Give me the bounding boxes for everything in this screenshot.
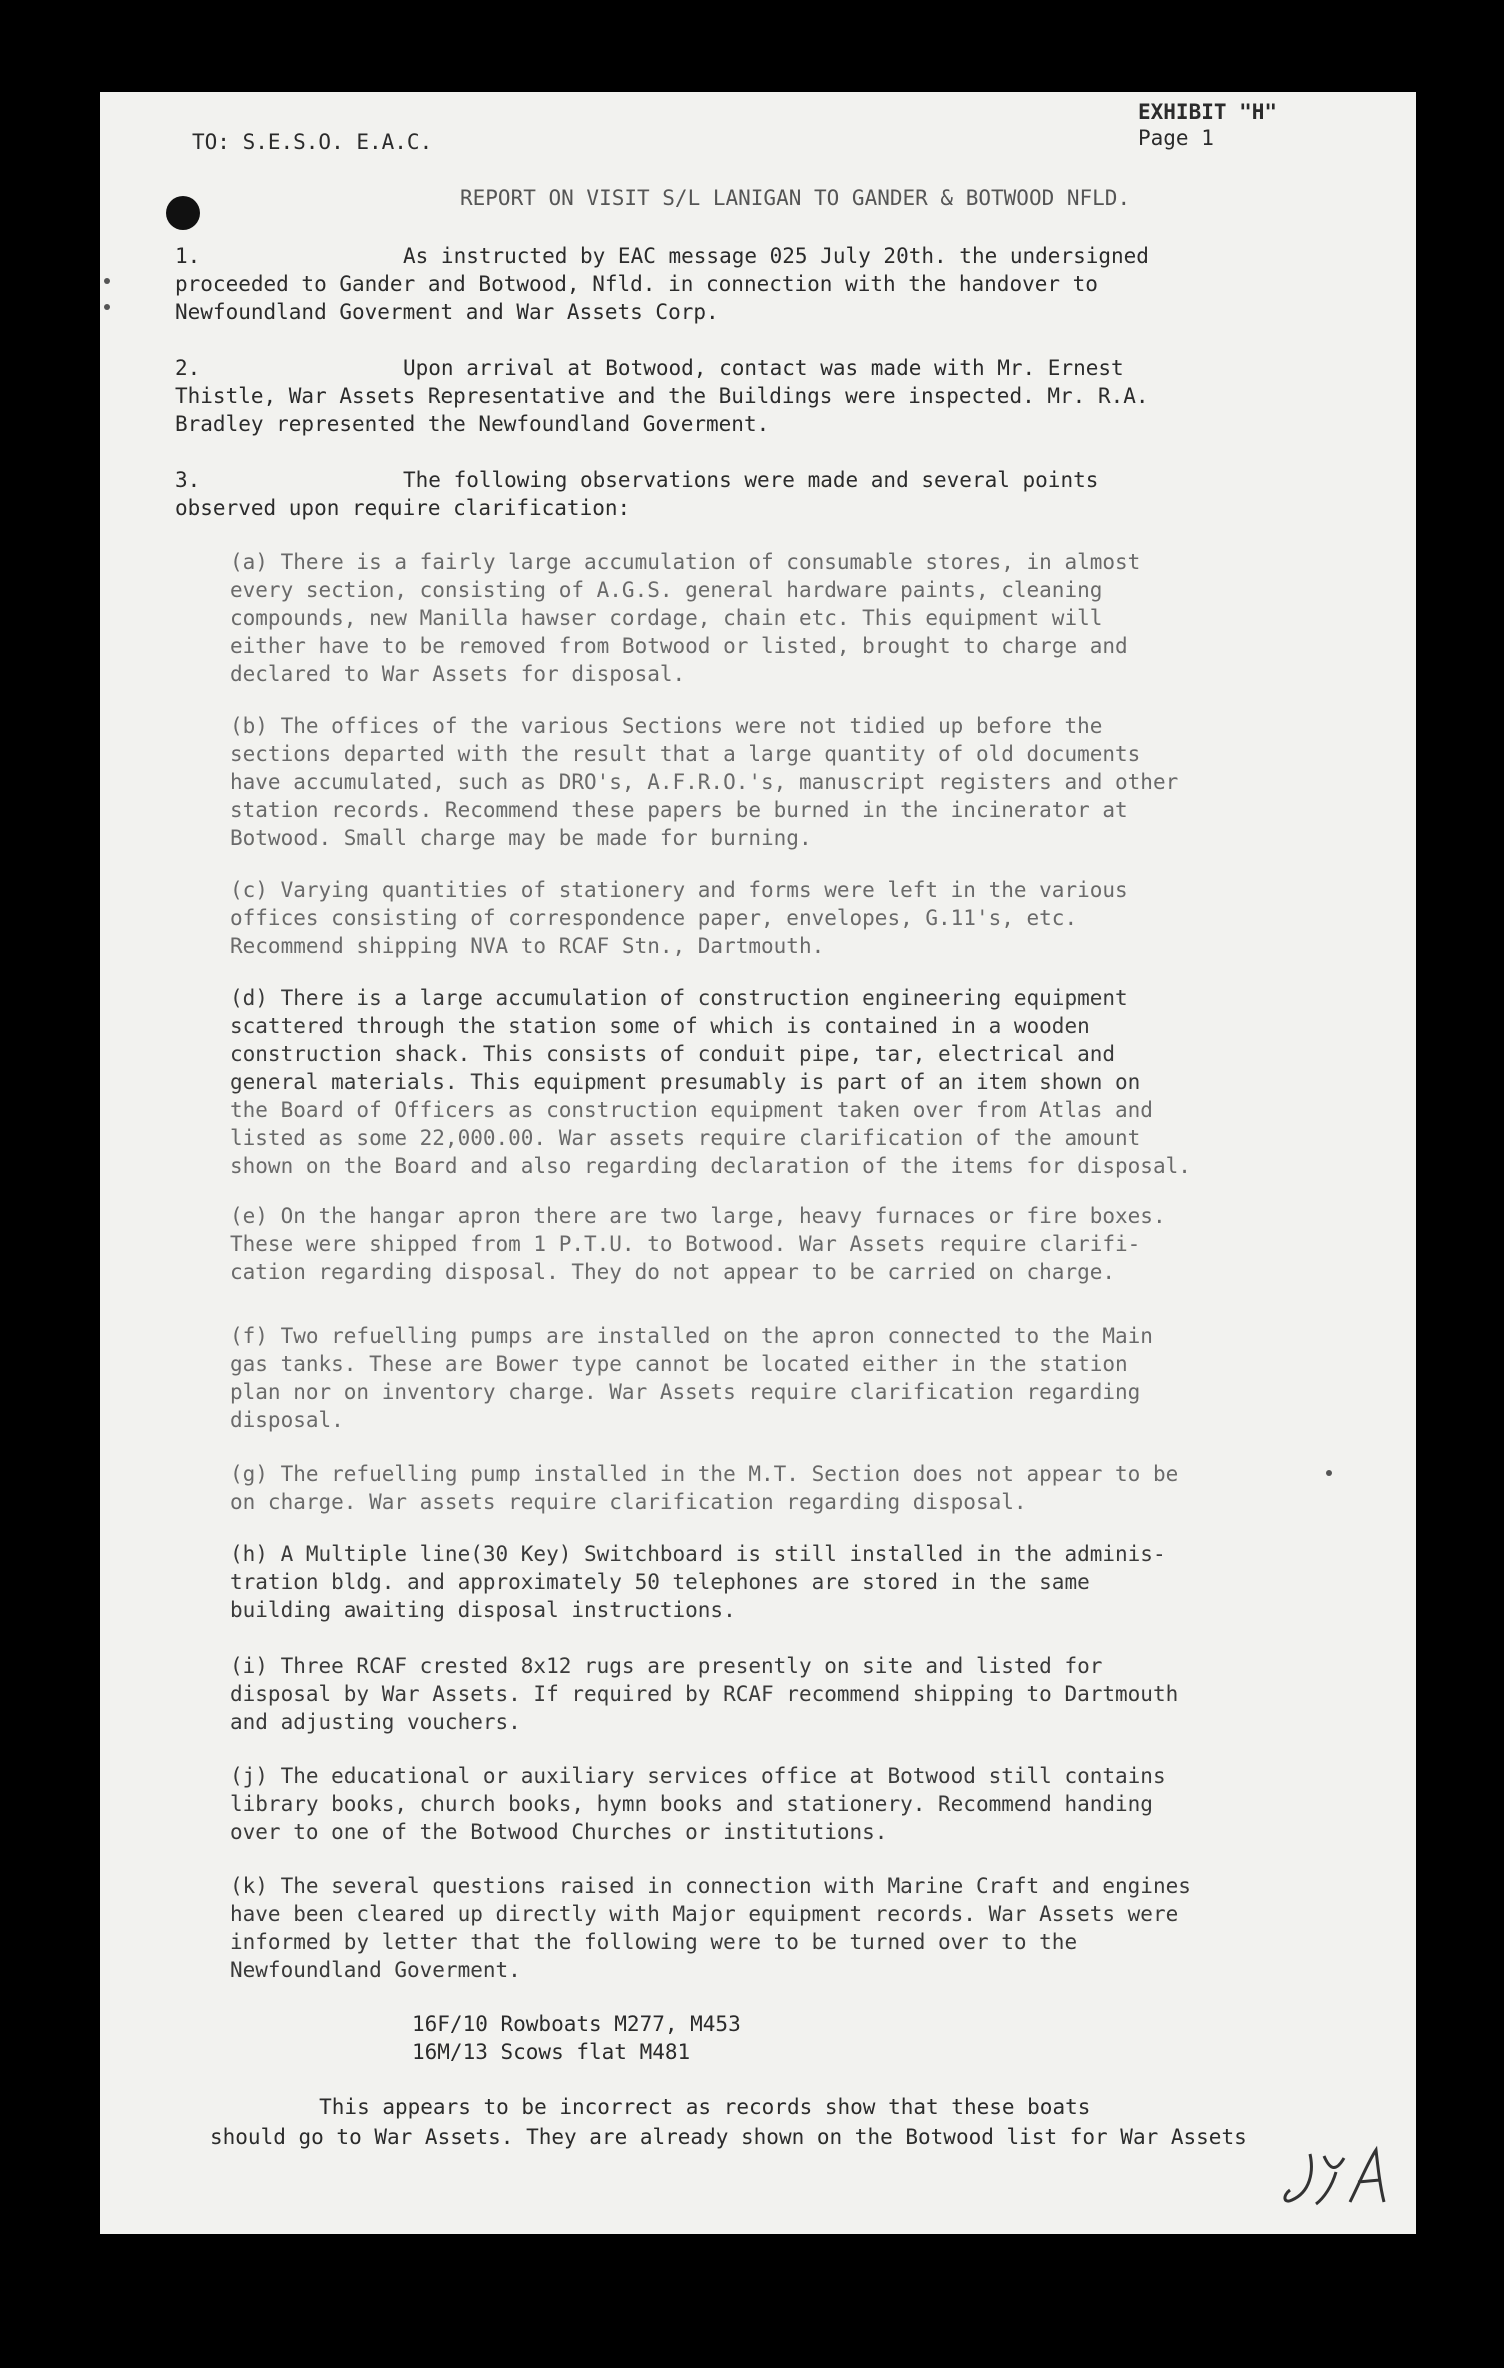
item-line: declared to War Assets for disposal. bbox=[230, 662, 686, 686]
item-line: over to one of the Botwood Churches or institutions. bbox=[230, 1820, 888, 1844]
item-line: (c) Varying quantities of stationery and forms were left in the various bbox=[230, 878, 1128, 902]
item-line: Newfoundland Goverment. bbox=[230, 1958, 521, 1982]
paragraph-line: Bradley represented the Newfoundland Goverment. bbox=[175, 412, 770, 436]
boat-list-item: 16M/13 Scows flat M481 bbox=[412, 2040, 691, 2064]
item-d bbox=[230, 984, 1370, 1180]
item-i bbox=[230, 1652, 1370, 1736]
item-line: (d) There is a large accumulation of construction engineering equipment bbox=[230, 986, 1128, 1010]
item-line: (e) On the hangar apron there are two large, heavy furnaces or fire boxes. bbox=[230, 1204, 1166, 1228]
item-line: (j) The educational or auxiliary services office at Botwood still contains bbox=[230, 1764, 1166, 1788]
item-line: (k) The several questions raised in connection with Marine Craft and engines bbox=[230, 1874, 1191, 1898]
item-line: Botwood. Small charge may be made for burning. bbox=[230, 826, 812, 850]
item-line: either have to be removed from Botwood or listed, brought to charge and bbox=[230, 634, 1128, 658]
paragraph-line: As instructed by EAC message 025 July 20th. the undersigned bbox=[403, 244, 1149, 268]
item-line: on charge. War assets require clarification regarding disposal. bbox=[230, 1490, 1027, 1514]
paragraph-line: Newfoundland Goverment and War Assets Corp. bbox=[175, 300, 719, 324]
item-line: (f) Two refuelling pumps are installed on the apron connected to the Main bbox=[230, 1324, 1153, 1348]
margin-speck bbox=[1326, 1470, 1332, 1476]
item-k bbox=[230, 1872, 1370, 1984]
report-title: REPORT ON VISIT S/L LANIGAN TO GANDER & BOTWOOD NFLD. bbox=[460, 186, 1131, 210]
item-line: These were shipped from 1 P.T.U. to Botwood. War Assets require clarifi- bbox=[230, 1232, 1141, 1256]
item-line: listed as some 22,000.00. War assets require clarification of the amount bbox=[230, 1126, 1141, 1150]
paragraph-number: 1. bbox=[175, 244, 201, 268]
document-page bbox=[100, 92, 1416, 2234]
item-line: every section, consisting of A.G.S. general hardware paints, cleaning bbox=[230, 578, 1103, 602]
item-line: sections departed with the result that a large quantity of old documents bbox=[230, 742, 1141, 766]
punch-hole bbox=[166, 196, 200, 230]
addressee: TO: S.E.S.O. E.A.C. bbox=[192, 130, 433, 154]
item-c bbox=[230, 876, 1370, 960]
paragraph-number: 3. bbox=[175, 468, 201, 492]
item-line: and adjusting vouchers. bbox=[230, 1710, 521, 1734]
item-line: have been cleared up directly with Major equipment records. War Assets were bbox=[230, 1902, 1179, 1926]
paragraph-1 bbox=[175, 242, 1355, 326]
item-line: cation regarding disposal. They do not appear to be carried on charge. bbox=[230, 1260, 1116, 1284]
boat-list-item: 16F/10 Rowboats M277, M453 bbox=[412, 2012, 741, 2036]
item-line: compounds, new Manilla hawser cordage, chain etc. This equipment will bbox=[230, 606, 1103, 630]
closing-paragraph bbox=[210, 2092, 1247, 2152]
item-line: have accumulated, such as DRO's, A.F.R.O.'s, manuscript registers and other bbox=[230, 770, 1179, 794]
exhibit-label: EXHIBIT "H" bbox=[1138, 100, 1278, 124]
handwritten-initials bbox=[1280, 2142, 1390, 2212]
item-line: the Board of Officers as construction equipment taken over from Atlas and bbox=[230, 1098, 1153, 1122]
paragraph-line: observed upon require clarification: bbox=[175, 496, 631, 520]
item-line: Recommend shipping NVA to RCAF Stn., Dartmouth. bbox=[230, 934, 825, 958]
item-line: (i) Three RCAF crested 8x12 rugs are presently on site and listed for bbox=[230, 1654, 1103, 1678]
item-a bbox=[230, 548, 1370, 688]
item-line: general materials. This equipment presumably is part of an item shown on bbox=[230, 1070, 1141, 1094]
item-line: gas tanks. These are Bower type cannot be located either in the station bbox=[230, 1352, 1128, 1376]
item-line: (b) The offices of the various Sections were not tidied up before the bbox=[230, 714, 1103, 738]
item-line: disposal by War Assets. If required by RCAF recommend shipping to Dartmouth bbox=[230, 1682, 1179, 1706]
paragraph-2 bbox=[175, 354, 1355, 438]
page-number: Page 1 bbox=[1138, 126, 1214, 150]
item-j bbox=[230, 1762, 1370, 1846]
item-line: (g) The refuelling pump installed in the M.T. Section does not appear to be bbox=[230, 1462, 1179, 1486]
paragraph-line: The following observations were made and several points bbox=[403, 468, 1099, 492]
item-f bbox=[230, 1322, 1370, 1434]
item-line: scattered through the station some of which is contained in a wooden bbox=[230, 1014, 1090, 1038]
item-line: informed by letter that the following were to be turned over to the bbox=[230, 1930, 1078, 1954]
paragraph-number: 2. bbox=[175, 356, 201, 380]
item-line: offices consisting of correspondence paper, envelopes, G.11's, etc. bbox=[230, 906, 1078, 930]
item-line: plan nor on inventory charge. War Assets require clarification regarding bbox=[230, 1380, 1141, 1404]
item-line: (a) There is a fairly large accumulation of consumable stores, in almost bbox=[230, 550, 1141, 574]
item-line: disposal. bbox=[230, 1408, 344, 1432]
paragraph-line: Thistle, War Assets Representative and the Buildings were inspected. Mr. R.A. bbox=[175, 384, 1149, 408]
item-line: shown on the Board and also regarding declaration of the items for disposal. bbox=[230, 1154, 1191, 1178]
margin-speck bbox=[104, 278, 110, 284]
item-g bbox=[230, 1460, 1370, 1516]
item-line: building awaiting disposal instructions. bbox=[230, 1598, 736, 1622]
margin-speck bbox=[104, 304, 110, 310]
paragraph-3 bbox=[175, 466, 1355, 522]
item-line: tration bldg. and approximately 50 telephones are stored in the same bbox=[230, 1570, 1090, 1594]
closing-line: This appears to be incorrect as records show that these boats bbox=[218, 2095, 1091, 2119]
paragraph-line: proceeded to Gander and Botwood, Nfld. in connection with the handover to bbox=[175, 272, 1098, 296]
item-b bbox=[230, 712, 1370, 852]
item-line: construction shack. This consists of conduit pipe, tar, electrical and bbox=[230, 1042, 1116, 1066]
item-e bbox=[230, 1202, 1370, 1286]
closing-line: should go to War Assets. They are already shown on the Botwood list for War Assets bbox=[210, 2125, 1247, 2149]
item-line: (h) A Multiple line(30 Key) Switchboard is still installed in the adminis- bbox=[230, 1542, 1166, 1566]
item-line: station records. Recommend these papers be burned in the incinerator at bbox=[230, 798, 1128, 822]
item-h bbox=[230, 1540, 1370, 1624]
paragraph-line: Upon arrival at Botwood, contact was made with Mr. Ernest bbox=[403, 356, 1124, 380]
item-line: library books, church books, hymn books and stationery. Recommend handing bbox=[230, 1792, 1153, 1816]
